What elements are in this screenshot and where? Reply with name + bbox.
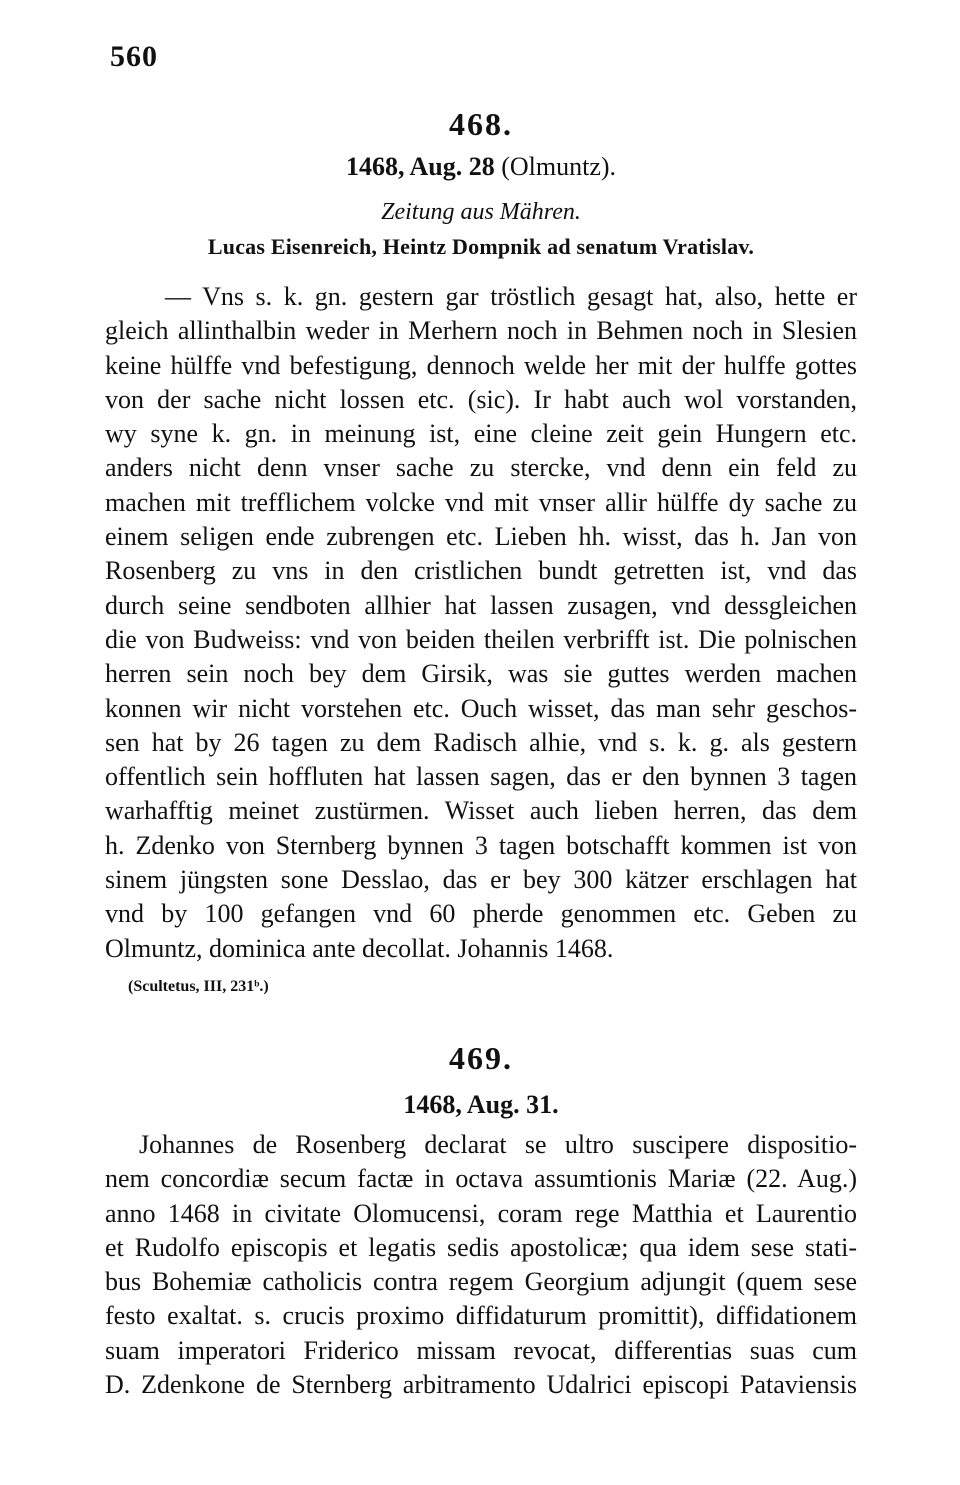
document-number-468: 468.	[449, 106, 513, 142]
text-line: sen hat by 26 tagen zu dem Radisch alhie, vnd s. k. g. als gestern	[105, 727, 857, 757]
text-line: D. Zdenkone de Sternberg arbitramento Udalrici episcopi Pataviensis	[105, 1370, 857, 1400]
text-line: wy syne k. gn. in meinung ist, eine cleine zeit gein Hungern etc.	[105, 419, 857, 449]
text-line: — Vns s. k. gn. gestern gar tröstlich gesagt hat, also, hette er	[165, 282, 857, 311]
text-line: die von Budweiss: vnd von beiden theilen verbrifft ist. Die polnischen	[105, 624, 857, 654]
text-line: einem seligen ende zubrengen etc. Lieben hh. wisst, das h. Jan von	[105, 522, 857, 552]
text-line: anno 1468 in civitate Olomucensi, coram rege Matthia et Laurentio	[105, 1198, 857, 1228]
text-line: gleich allinthalbin weder in Merhern noch in Behmen noch in Slesien	[105, 316, 857, 346]
date-bold: 1468, Aug. 28	[345, 152, 495, 181]
document-body-468	[105, 280, 857, 966]
document-date-469	[105, 1090, 857, 1120]
text-line: machen mit trefflichem volcke vnd mit vnser allir hülffe dy sache zu	[105, 487, 857, 517]
document-body-469	[105, 1128, 857, 1402]
text-line: warhafftig meinet zustürmen. Wisset auch lieben herren, das dem	[105, 796, 857, 826]
text-line: Olmuntz, dominica ante decollat. Johannis 1468.	[105, 933, 614, 963]
page-number: 560	[110, 40, 158, 73]
text-line: h. Zdenko von Sternberg bynnen 3 tagen botschafft kommen ist von	[105, 830, 857, 860]
text-line: Rosenberg zu vns in den cristlichen bundt getretten ist, vnd das	[105, 556, 857, 586]
document-address-468: Lucas Eisenreich, Heintz Dompnik ad senatum Vratislav.	[207, 234, 755, 259]
text-line: vnd by 100 gefangen vnd 60 pherde genommen etc. Geben zu	[105, 899, 857, 929]
text-line: von der sache nicht lossen etc. (sic). Ir habt auch wol vorstanden,	[105, 384, 857, 414]
text-line: nem concordiæ secum factæ in octava assumtionis Mariæ (22. Aug.)	[105, 1164, 857, 1194]
text-line: konnen wir nicht vorstehen etc. Ouch wisset, das man sehr geschos-	[105, 693, 857, 723]
document-subtitle-468: Zeitung aus Mähren.	[381, 199, 581, 225]
document-date-468	[105, 152, 857, 182]
text-line: et Rudolfo episcopis et legatis sedis apostolicæ; qua idem sese stati-	[105, 1232, 857, 1262]
text-line: anders nicht denn vnser sache zu stercke, vnd denn ein feld zu	[105, 453, 857, 483]
document-number-469: 469.	[449, 1040, 513, 1076]
text-line: bus Bohemiæ catholicis contra regem Georgium adjungit (quem sese	[105, 1267, 857, 1297]
date-place: (Olmuntz).	[494, 152, 617, 181]
text-line: keine hülffe vnd befestigung, dennoch welde her mit der hulffe gottes	[105, 350, 857, 380]
date-bold: 1468, Aug. 31.	[403, 1090, 559, 1119]
text-line: Johannes de Rosenberg declarat se ultro suscipere dispositio-	[139, 1130, 857, 1159]
text-line: offentlich sein hoffluten hat lassen sagen, das er den bynnen 3 tagen	[105, 762, 857, 792]
source-citation-468: (Scultetus, III, 231ᵇ.)	[128, 978, 269, 995]
text-line: sinem jüngsten sone Desslao, das er bey 300 kätzer erschlagen hat	[105, 865, 857, 895]
text-line: durch seine sendboten allhier hat lassen zusagen, vnd dessgleichen	[105, 590, 857, 620]
text-line: festo exaltat. s. crucis proximo diffidaturum promittit), diffidationem	[105, 1301, 857, 1331]
text-line: herren sein noch bey dem Girsik, was sie guttes werden machen	[105, 659, 857, 689]
text-line: suam imperatori Friderico missam revocat, differentias suas cum	[105, 1335, 857, 1365]
